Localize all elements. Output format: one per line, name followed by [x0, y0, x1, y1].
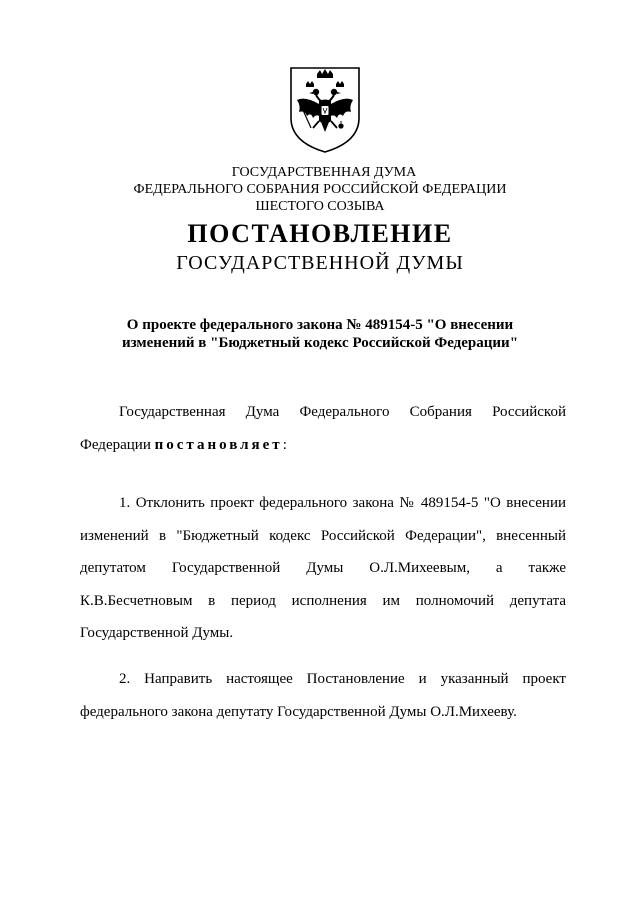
paragraph-1	[80, 487, 566, 650]
header-assembly-line: ФЕДЕРАЛЬНОГО СОБРАНИЯ РОССИЙСКОЙ ФЕДЕРАЦИИ	[133, 182, 507, 197]
coat-of-arms-icon	[289, 66, 361, 154]
intro-paragraph	[80, 396, 566, 461]
paragraph-2	[80, 663, 566, 728]
document-subject	[0, 316, 640, 352]
header-org-line: ГОСУДАРСТВЕННАЯ ДУМА	[231, 165, 417, 180]
subject-line-1: О проекте федерального закона № 489154-5 "О внесении	[126, 317, 514, 333]
resolves-word: постановляет	[154, 436, 283, 453]
document-title: ПОСТАНОВЛЕНИЕ	[187, 219, 453, 248]
header-convocation-line: ШЕСТОГО СОЗЫВА	[255, 199, 385, 214]
intro-text: Государственная Дума Федерального Собрания Российской Федерации	[80, 404, 566, 453]
paragraph-1-text: 1. Отклонить проект федерального закона № 489154-5 "О внесении изменений в "Бюджетный кодекс Российской Федерации", внесенный депутатом Государственной Думы О.Л.Михеевым, а также К.В.Бесчетновым в период исполнения им полномочий депутата Государственной Думы.	[80, 495, 566, 641]
subject-line-2: изменений в "Бюджетный кодекс Российской Федерации"	[121, 335, 519, 351]
intro-colon: :	[282, 436, 287, 453]
document-subtitle: ГОСУДАРСТВЕННОЙ ДУМЫ	[176, 252, 464, 274]
paragraph-2-text: 2. Направить настоящее Постановление и указанный проект федерального закона депутату Государственной Думы О.Л.Михееву.	[80, 671, 566, 720]
document-header	[0, 164, 640, 215]
